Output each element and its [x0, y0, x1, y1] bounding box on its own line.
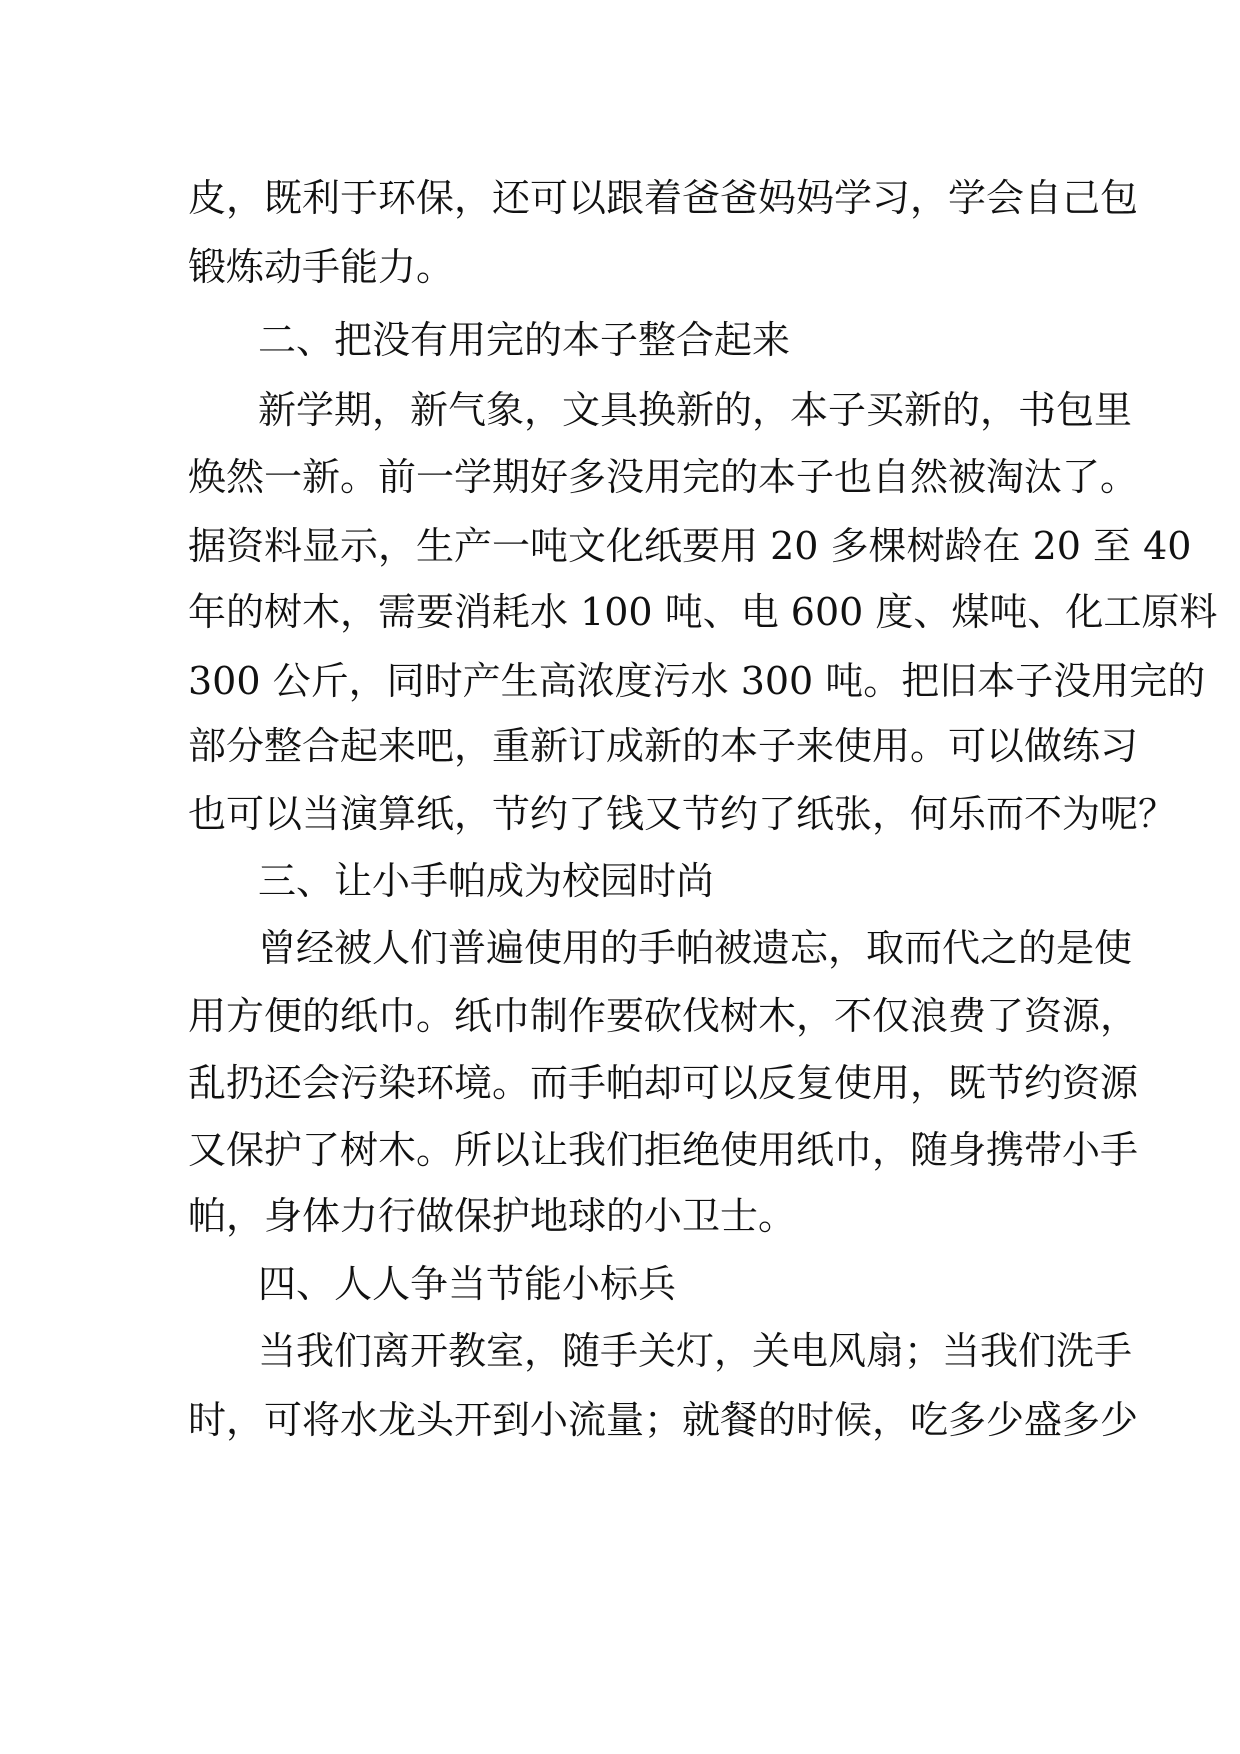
- text-line: 又保护了树木。所以让我们拒绝使用纸巾，随身携带小手: [188, 1128, 1139, 1172]
- text-line: 当我们离开教室，随手关灯，关电风扇；当我们洗手: [258, 1329, 1133, 1373]
- text-line: 帕，身体力行做保护地球的小卫士。: [188, 1194, 797, 1238]
- text-line: 锻炼动手能力。: [188, 245, 455, 289]
- text-line: 新学期，新气象，文具换新的，本子买新的，书包里: [258, 388, 1133, 432]
- text-line: 皮，既利于环保，还可以跟着爸爸妈妈学习，学会自己包: [188, 176, 1139, 220]
- text-line: 用方便的纸巾。纸巾制作要砍伐树木，不仅浪费了资源，: [188, 994, 1139, 1038]
- text-line: 也可以当演算纸，节约了钱又节约了纸张，何乐而不为呢？: [188, 792, 1177, 836]
- text-line: 乱扔还会污染环境。而手帕却可以反复使用，既节约资源: [188, 1061, 1139, 1105]
- section-heading: 三、让小手帕成为校园时尚: [258, 859, 715, 903]
- text-line: 300 公斤，同时产生高浓度污水 300 吨。把旧本子没用完的: [188, 659, 1206, 703]
- text-line: 时，可将水龙头开到小流量；就餐的时候，吃多少盛多少: [188, 1398, 1139, 1442]
- text-line: 部分整合起来吧，重新订成新的本子来使用。可以做练习: [188, 724, 1139, 768]
- text-line: 年的树木，需要消耗水 100 吨、电 600 度、煤吨、化工原料: [188, 590, 1218, 634]
- text-line: 据资料显示，生产一吨文化纸要用 20 多棵树龄在 20 至 40: [188, 524, 1192, 568]
- section-heading: 二、把没有用完的本子整合起来: [258, 318, 791, 362]
- text-line: 曾经被人们普遍使用的手帕被遗忘，取而代之的是使: [258, 926, 1133, 970]
- text-line: 焕然一新。前一学期好多没用完的本子也自然被淘汰了。: [188, 455, 1139, 499]
- section-heading: 四、人人争当节能小标兵: [258, 1262, 677, 1306]
